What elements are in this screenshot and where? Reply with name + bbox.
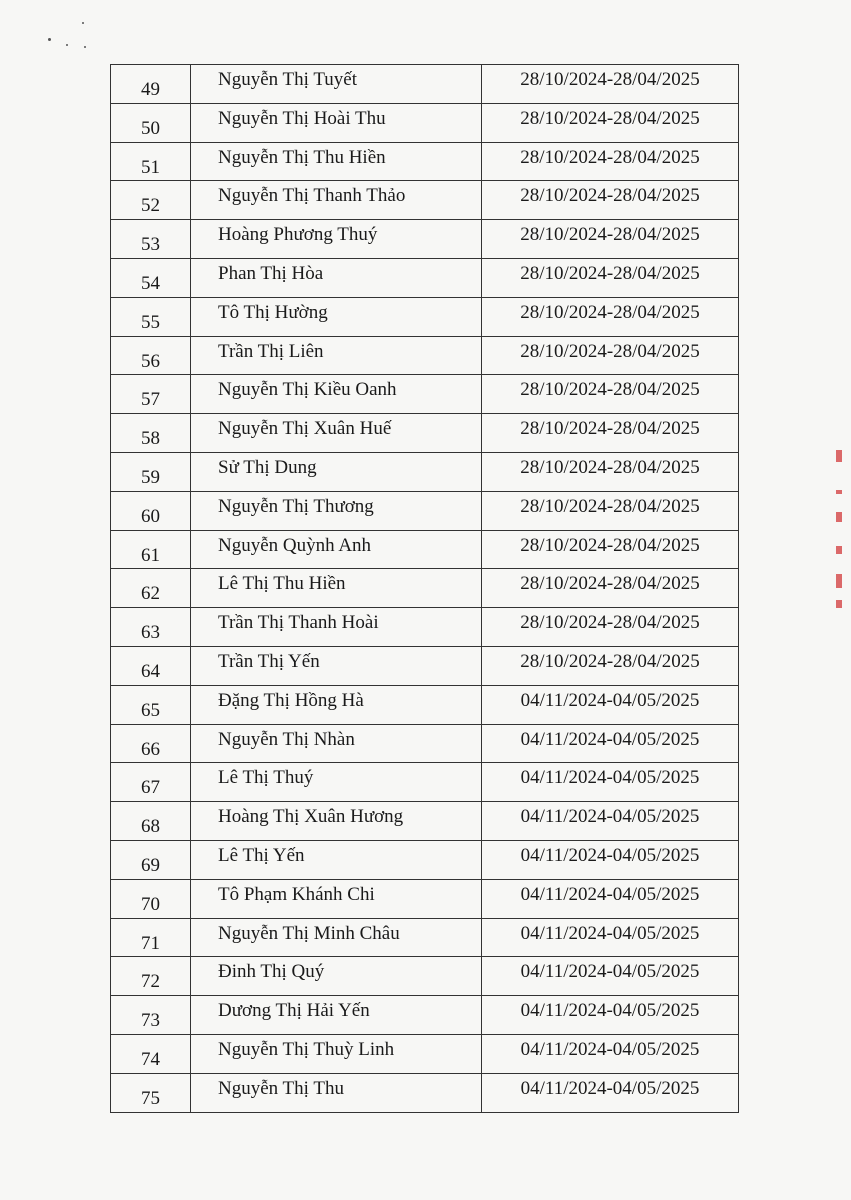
full-name-cell [191,375,482,414]
date-period: 04/11/2024-04/05/2025 [520,806,700,828]
period-cell [482,918,739,957]
full-name: Lê Thị Yến [218,844,305,866]
full-name: Sử Thị Dung [218,456,317,478]
row-number-cell [111,181,191,220]
period-cell [482,297,739,336]
date-period: 28/10/2024-28/04/2025 [520,185,700,207]
date-period: 28/10/2024-28/04/2025 [520,224,700,246]
full-name-cell [191,802,482,841]
row-number-cell [111,685,191,724]
row-number: 63 [141,622,160,644]
period-cell [482,452,739,491]
full-name: Trần Thị Liên [218,340,324,362]
period-cell [482,996,739,1035]
full-name-cell [191,181,482,220]
scan-speck [84,46,86,48]
row-number: 52 [141,195,160,217]
row-number-cell [111,763,191,802]
full-name: Lê Thị Thuý [218,767,314,789]
row-number: 61 [141,544,160,566]
period-cell [482,763,739,802]
full-name-cell [191,491,482,530]
table-row [111,297,739,336]
row-number: 51 [141,156,160,178]
full-name-cell [191,530,482,569]
row-number-cell [111,957,191,996]
table-row [111,414,739,453]
date-period: 04/11/2024-04/05/2025 [520,883,700,905]
period-cell [482,142,739,181]
row-number: 53 [141,234,160,256]
full-name-cell [191,646,482,685]
row-number: 70 [141,893,160,915]
row-number-cell [111,918,191,957]
full-name-cell [191,220,482,259]
full-name: Tô Phạm Khánh Chi [218,883,375,905]
row-number: 71 [141,932,160,954]
table-row [111,220,739,259]
full-name-cell [191,336,482,375]
row-number-cell [111,258,191,297]
period-cell [482,685,739,724]
table-row [111,918,739,957]
period-cell [482,608,739,647]
table-row [111,957,739,996]
full-name-cell [191,763,482,802]
period-cell [482,879,739,918]
period-cell [482,724,739,763]
period-cell [482,220,739,259]
date-period: 28/10/2024-28/04/2025 [520,262,700,284]
full-name: Nguyễn Thị Tuyết [218,69,358,90]
row-number: 75 [141,1087,160,1109]
table-row [111,840,739,879]
full-name: Dương Thị Hải Yến [218,1000,370,1022]
date-period: 04/11/2024-04/05/2025 [520,728,700,750]
full-name: Nguyễn Thị Thu [218,1077,344,1099]
period-cell [482,840,739,879]
row-number: 72 [141,971,160,993]
period-cell [482,569,739,608]
row-number-cell [111,1034,191,1073]
full-name: Trần Thị Yến [218,650,320,672]
period-cell [482,1034,739,1073]
scan-speck [66,44,68,46]
row-number-cell [111,297,191,336]
full-name: Nguyễn Thị Thuỳ Linh [218,1038,395,1060]
row-number-cell [111,336,191,375]
full-name-cell [191,452,482,491]
date-period: 28/10/2024-28/04/2025 [520,340,700,362]
row-number: 59 [141,466,160,488]
full-name: Nguyễn Thị Kiều Oanh [218,379,397,401]
date-period: 28/10/2024-28/04/2025 [520,650,700,672]
row-number: 74 [141,1048,160,1070]
date-period: 04/11/2024-04/05/2025 [520,767,700,789]
row-number-cell [111,608,191,647]
period-cell [482,1073,739,1112]
row-number: 65 [141,699,160,721]
row-number-cell [111,142,191,181]
table-row [111,375,739,414]
full-name: Lê Thị Thu Hiền [218,573,346,595]
row-number-cell [111,375,191,414]
full-name: Nguyễn Thị Xuân Huế [218,418,392,440]
table-row [111,879,739,918]
roster-table-body [111,65,739,1113]
full-name: Nguyễn Thị Nhàn [218,728,355,750]
table-row [111,569,739,608]
scan-speck [82,22,84,24]
row-number-cell [111,220,191,259]
row-number-cell [111,491,191,530]
scan-speck [48,38,51,41]
row-number-cell [111,103,191,142]
period-cell [482,258,739,297]
date-period: 04/11/2024-04/05/2025 [520,922,700,944]
row-number-cell [111,452,191,491]
table-row [111,1034,739,1073]
full-name-cell [191,569,482,608]
full-name-cell [191,957,482,996]
full-name: Nguyễn Thị Thương [218,495,374,517]
row-number: 57 [141,389,160,411]
table-row [111,65,739,104]
row-number-cell [111,879,191,918]
table-row [111,763,739,802]
table-row [111,452,739,491]
date-period: 28/10/2024-28/04/2025 [520,534,700,556]
full-name-cell [191,685,482,724]
row-number: 64 [141,660,160,682]
period-cell [482,957,739,996]
row-number: 67 [141,777,160,799]
table-row [111,1073,739,1112]
table-row [111,336,739,375]
full-name: Phan Thị Hòa [218,262,324,284]
row-number: 60 [141,505,160,527]
date-period: 28/10/2024-28/04/2025 [520,107,700,129]
date-period: 28/10/2024-28/04/2025 [520,495,700,517]
date-period: 28/10/2024-28/04/2025 [520,146,700,168]
row-number: 55 [141,311,160,333]
row-number-cell [111,724,191,763]
full-name-cell [191,103,482,142]
full-name-cell [191,840,482,879]
full-name-cell [191,414,482,453]
full-name-cell [191,879,482,918]
period-cell [482,65,739,104]
period-cell [482,802,739,841]
full-name: Nguyễn Thị Thanh Thảo [218,185,406,207]
table-row [111,181,739,220]
roster-table [110,64,739,1113]
row-number-cell [111,569,191,608]
row-number: 56 [141,350,160,372]
period-cell [482,530,739,569]
full-name: Đinh Thị Quý [218,961,325,983]
full-name-cell [191,918,482,957]
full-name: Nguyễn Thị Minh Châu [218,922,400,944]
full-name: Nguyễn Thị Thu Hiền [218,146,386,168]
table-row [111,802,739,841]
full-name: Nguyễn Quỳnh Anh [218,534,372,556]
date-period: 28/10/2024-28/04/2025 [520,418,700,440]
row-number: 58 [141,428,160,450]
row-number-cell [111,414,191,453]
table-row [111,996,739,1035]
row-number-cell [111,530,191,569]
date-period: 04/11/2024-04/05/2025 [520,844,700,866]
period-cell [482,103,739,142]
date-period: 28/10/2024-28/04/2025 [520,301,700,323]
period-cell [482,491,739,530]
row-number: 62 [141,583,160,605]
red-stamp-edge [836,450,846,620]
full-name-cell [191,65,482,104]
full-name: Tô Thị Hường [218,301,328,323]
table-row [111,685,739,724]
row-number: 50 [141,117,160,139]
full-name: Hoàng Thị Xuân Hương [218,806,404,828]
row-number: 73 [141,1010,160,1032]
date-period: 28/10/2024-28/04/2025 [520,612,700,634]
full-name-cell [191,724,482,763]
full-name-cell [191,258,482,297]
table-row [111,608,739,647]
date-period: 04/11/2024-04/05/2025 [520,1000,700,1022]
full-name: Hoàng Phương Thuý [218,224,378,246]
full-name-cell [191,608,482,647]
full-name-cell [191,996,482,1035]
date-period: 04/11/2024-04/05/2025 [520,689,700,711]
table-row [111,646,739,685]
period-cell [482,414,739,453]
row-number: 68 [141,816,160,838]
table-row [111,724,739,763]
full-name-cell [191,1034,482,1073]
row-number-cell [111,646,191,685]
period-cell [482,336,739,375]
full-name: Đặng Thị Hồng Hà [218,689,364,711]
period-cell [482,375,739,414]
full-name: Nguyễn Thị Hoài Thu [218,107,386,129]
date-period: 28/10/2024-28/04/2025 [520,573,700,595]
date-period: 04/11/2024-04/05/2025 [520,961,700,983]
table-row [111,142,739,181]
table-row [111,530,739,569]
row-number: 49 [141,79,160,100]
table-row [111,103,739,142]
full-name-cell [191,1073,482,1112]
row-number: 69 [141,854,160,876]
row-number-cell [111,1073,191,1112]
row-number-cell [111,802,191,841]
table-row [111,491,739,530]
row-number-cell [111,996,191,1035]
period-cell [482,181,739,220]
row-number-cell [111,840,191,879]
period-cell [482,646,739,685]
date-period: 04/11/2024-04/05/2025 [520,1038,700,1060]
date-period: 28/10/2024-28/04/2025 [520,379,700,401]
date-period: 28/10/2024-28/04/2025 [520,69,700,90]
date-period: 28/10/2024-28/04/2025 [520,456,700,478]
date-period: 04/11/2024-04/05/2025 [520,1077,700,1099]
row-number: 54 [141,272,160,294]
full-name-cell [191,297,482,336]
row-number: 66 [141,738,160,760]
table-row [111,258,739,297]
full-name-cell [191,142,482,181]
full-name: Trần Thị Thanh Hoài [218,612,379,634]
row-number-cell [111,65,191,104]
